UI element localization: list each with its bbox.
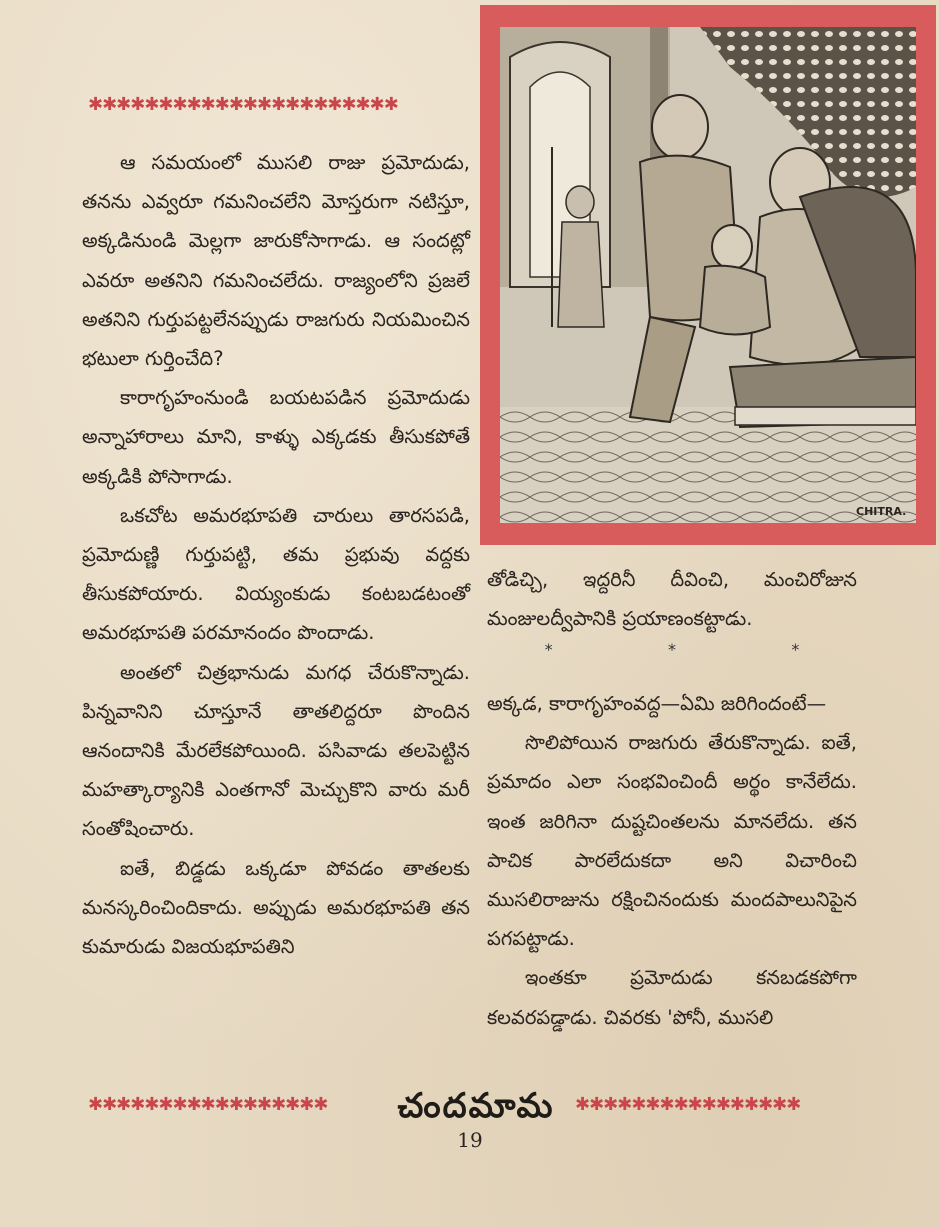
section-star: * xyxy=(667,640,676,659)
footer-ornament-right: ✱✱✱✱✱✱✱✱✱✱✱✱✱✱✱✱ xyxy=(575,1095,801,1115)
paragraph: అంతలో చిత్రభానుడు మగధ చేరుకొన్నాడు. పిన్నవానిని చూస్తూనే తాతలిద్దరూ పొందిన ఆనందానికి మేరలేకపోయింది. పసివాడు తలపెట్టిన మహత్కార్యానికి ఎంతగానో మెచ్చుకొని వారు మరీ సంతోషించారు. xyxy=(82,660,470,841)
paragraph: సొలిపోయిన రాజగురు తేరుకొన్నాడు. ఐతే, ప్రమాదం ఎలా సంభవించిందీ అర్థం కానేలేదు. ఇంత జరిగినా దుష్టచింతలను మానలేదు. తన పాచిక పారలేదుకదా అని విచారించి ముసలిరాజును రక్షించినందుకు మందపాలునిపైన పగపట్టాడు. xyxy=(487,731,857,951)
paragraph: ఒకచోట అమరభూపతి చారులు తారసపడి, ప్రమోదుణ్ణి గుర్తుపట్టి, తమ ప్రభువు వద్దకు తీసుకపోయారు. వియ్యంకుడు కంటబడటంతో అమరభూపతి పరమానందం పొందాడు. xyxy=(82,503,470,645)
paragraph: అక్కడ, కారాగృహంవద్ద—ఏమి జరిగిందంటే— xyxy=(487,692,827,715)
section-star: * xyxy=(791,640,800,659)
magazine-title: చందమామ xyxy=(397,1086,555,1126)
illustration-drawing xyxy=(500,27,916,523)
header-ornament: ✱✱✱✱✱✱✱✱✱✱✱✱✱✱✱✱✱✱✱✱✱✱ xyxy=(88,95,398,115)
section-break xyxy=(487,640,857,659)
right-column-bottom xyxy=(487,684,857,1037)
story-illustration xyxy=(480,5,936,545)
paragraph: ఐతే, బిడ్డడు ఒక్కడూ పోవడం తాతలకు మనస్కరించిందికాదు. అప్పుడు అమరభూపతి తన కుమారుడు విజయభూపతిని xyxy=(82,856,470,959)
right-column-top xyxy=(487,560,857,638)
paragraph: ఆ సమయంలో ముసలి రాజు ప్రమోదుడు, తనను ఎవ్వరూ గమనించలేని మోస్తరుగా నటిస్తూ, అక్కడినుండి మెల్లగా జారుకోసాగాడు. ఆ సందట్లో ఎవరూ అతనిని గమనించలేదు. రాజ్యంలోని ప్రజలే అతనిని గుర్తుపట్టలేనప్పుడు రాజగురు నియమించిన భటులా గుర్తించేది? xyxy=(82,151,470,371)
section-star: * xyxy=(544,640,553,659)
paragraph: తోడిచ్చి, ఇద్దరినీ దీవించి, మంచిరోజున మంజులద్వీపానికి ప్రయాణంకట్టాడు. xyxy=(487,568,857,631)
left-column xyxy=(82,143,470,966)
artist-signature: CHITRA. xyxy=(856,505,907,518)
paragraph: ఇంతకూ ప్రమోదుడు కనబడకపోగా కలవరపడ్డాడు. చివరకు 'పోనీ, ముసలి xyxy=(487,966,857,1029)
page-number: 19 xyxy=(457,1128,483,1152)
paragraph: కారాగృహంనుండి బయటపడిన ప్రమోదుడు అన్నాహారాలు మాని, కాళ్ళు ఎక్కడకు తీసుకపోతే అక్కడికి పోసాగాడు. xyxy=(82,386,470,488)
footer-ornament-left: ✱✱✱✱✱✱✱✱✱✱✱✱✱✱✱✱✱ xyxy=(88,1095,328,1115)
